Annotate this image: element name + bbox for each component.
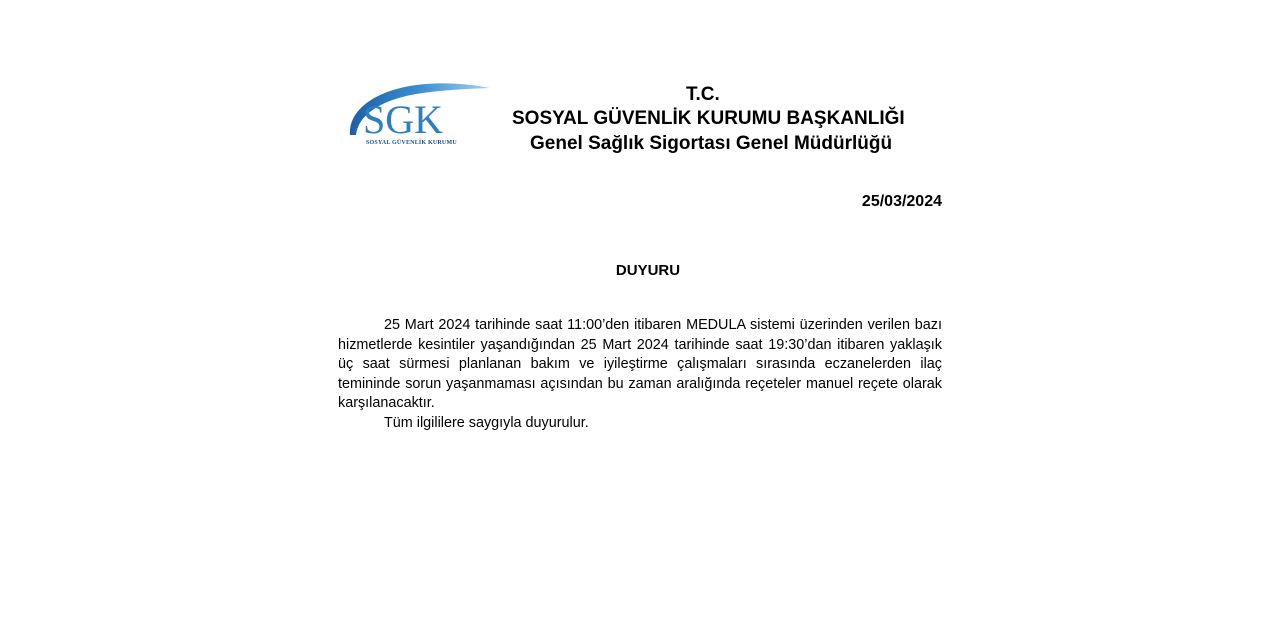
header-department: Genel Sağlık Sigortası Genel Müdürlüğü <box>530 133 893 154</box>
document-date: 25/03/2024 <box>861 193 942 210</box>
header-tc: T.C. <box>686 84 720 105</box>
header-institution: SOSYAL GÜVENLİK KURUMU BAŞKANLIĞI <box>512 108 905 129</box>
body-paragraph-1: 25 Mart 2024 tarihinde saat 11:00’den itibaren MEDULA sistemi üzerinden verilen bazı hizmetlerde kesintiler yaşandığından 25 Mart 2024 tarihinde saat 19:30’dan itibaren yaklaşık üç saat sürmesi planlanan bakım ve iyileştirme çalışmaları sırasında eczanelerden ilaç temininde sorun yaşanmaması açısından bu zaman aralığında reçeteler manuel reçete olarak karşılanacaktır. <box>338 317 942 411</box>
document-title: DUYURU <box>615 262 681 279</box>
announcement-body <box>338 316 942 433</box>
logo-subtitle: SOSYAL GÜVENLİK KURUMU <box>366 140 457 146</box>
sgk-logo <box>346 80 496 155</box>
logo-acronym: SGK <box>363 97 444 142</box>
body-paragraph-2: Tüm ilgililere saygıyla duyurulur. <box>384 414 589 431</box>
